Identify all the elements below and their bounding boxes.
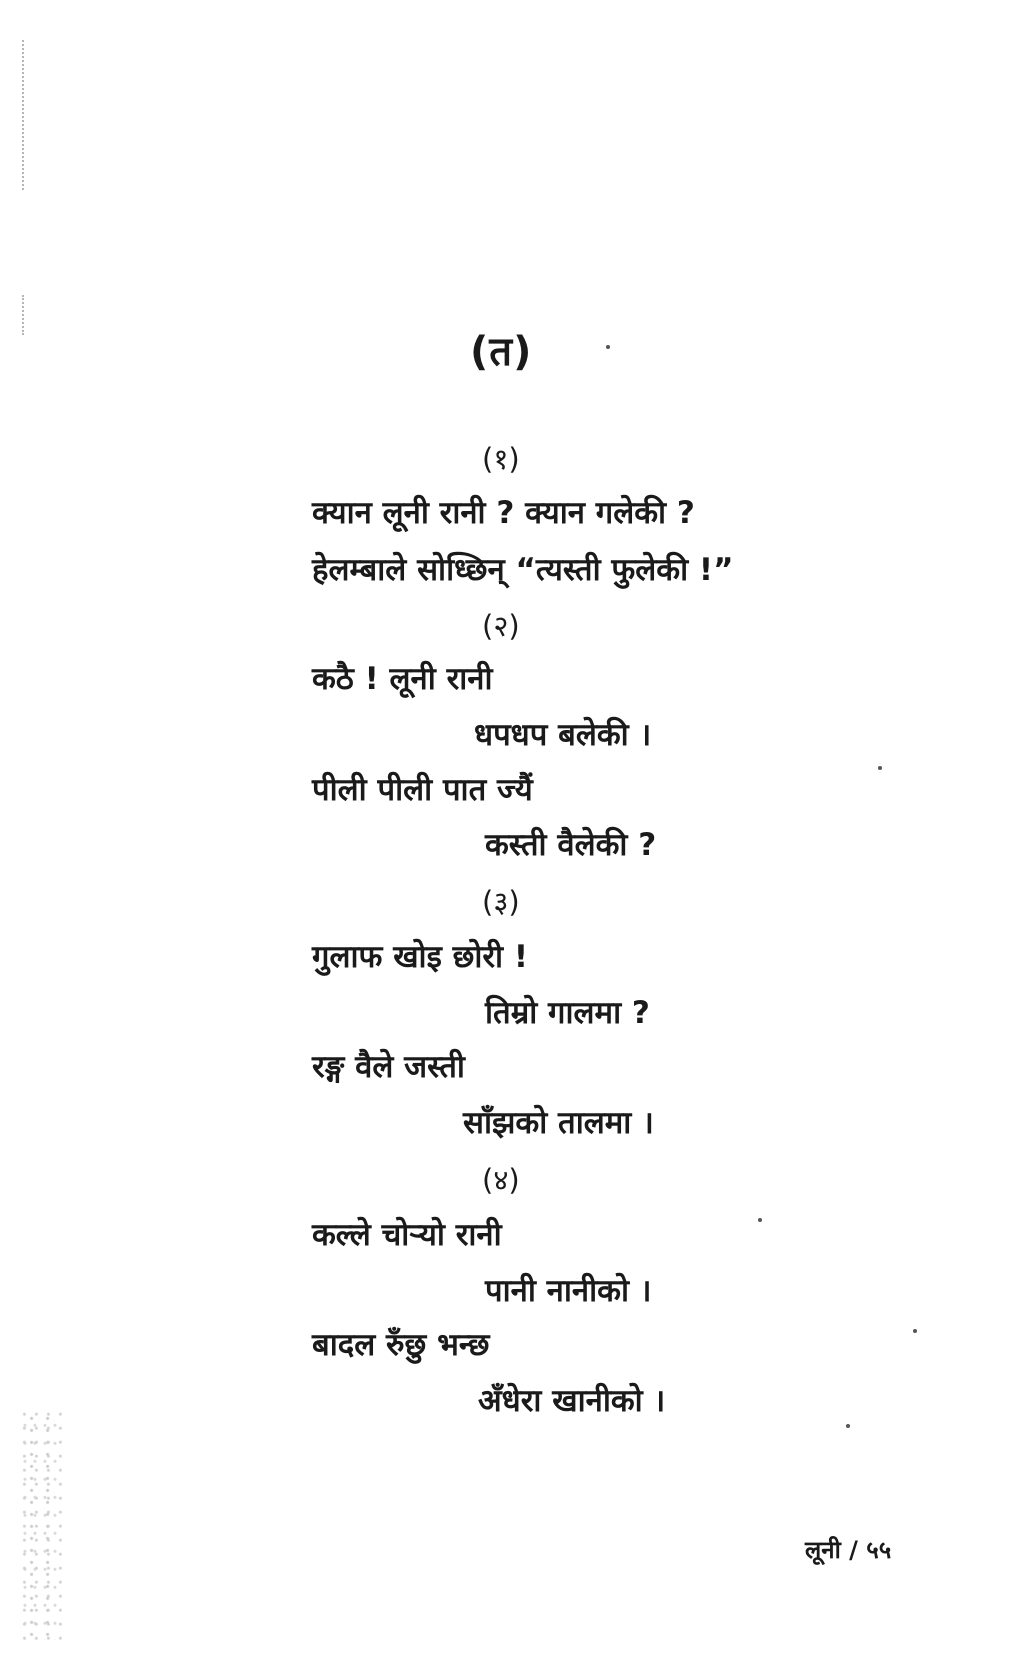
poem-line: पानी नानीको । (485, 1273, 652, 1309)
scan-edge-specks-top (22, 40, 30, 190)
poem-line: पीली पीली पात ज्यैं (312, 772, 533, 808)
poem-line: हेलम्बाले सोध्छिन् “त्यस्ती फुलेकी !” (312, 552, 734, 588)
poem-line: गुलाफ खोइ छोरी ! (312, 939, 528, 975)
poem-line: साँझको तालमा । (463, 1105, 654, 1141)
poem-line: धपधप बलेकी । (474, 717, 652, 753)
poem-line: अँधेरा खानीको । (478, 1383, 666, 1419)
scan-edge-specks-middle (22, 295, 30, 335)
poem-line: क्यान लूनी रानी ? क्यान गलेकी ? (312, 495, 695, 531)
scan-speck (606, 345, 610, 349)
poem-line: कल्ले चोर्‍यो रानी (312, 1217, 502, 1253)
scan-edge-specks-bottom (22, 1410, 62, 1640)
poem-line: रङ्ग वैले जस्ती (312, 1049, 465, 1085)
stanza-number: (४) (482, 1163, 520, 1197)
scan-speck (878, 766, 882, 770)
page-footer: लूनी / ५५ (805, 1536, 892, 1564)
poem-line: कठै ! लूनी रानी (312, 661, 493, 697)
stanza-number: (२) (482, 609, 520, 643)
stanza-number: (३) (482, 885, 520, 919)
scan-speck (758, 1218, 762, 1222)
poem-line: तिम्रो गालमा ? (485, 995, 650, 1031)
chapter-title: (त) (470, 329, 533, 375)
stanza-number: (१) (482, 442, 520, 476)
scan-speck (846, 1424, 850, 1428)
poem-line: कस्ती वैलेकी ? (485, 827, 657, 863)
poem-line: बादल रुँछु भन्छ (312, 1327, 490, 1363)
scan-speck (913, 1329, 917, 1333)
